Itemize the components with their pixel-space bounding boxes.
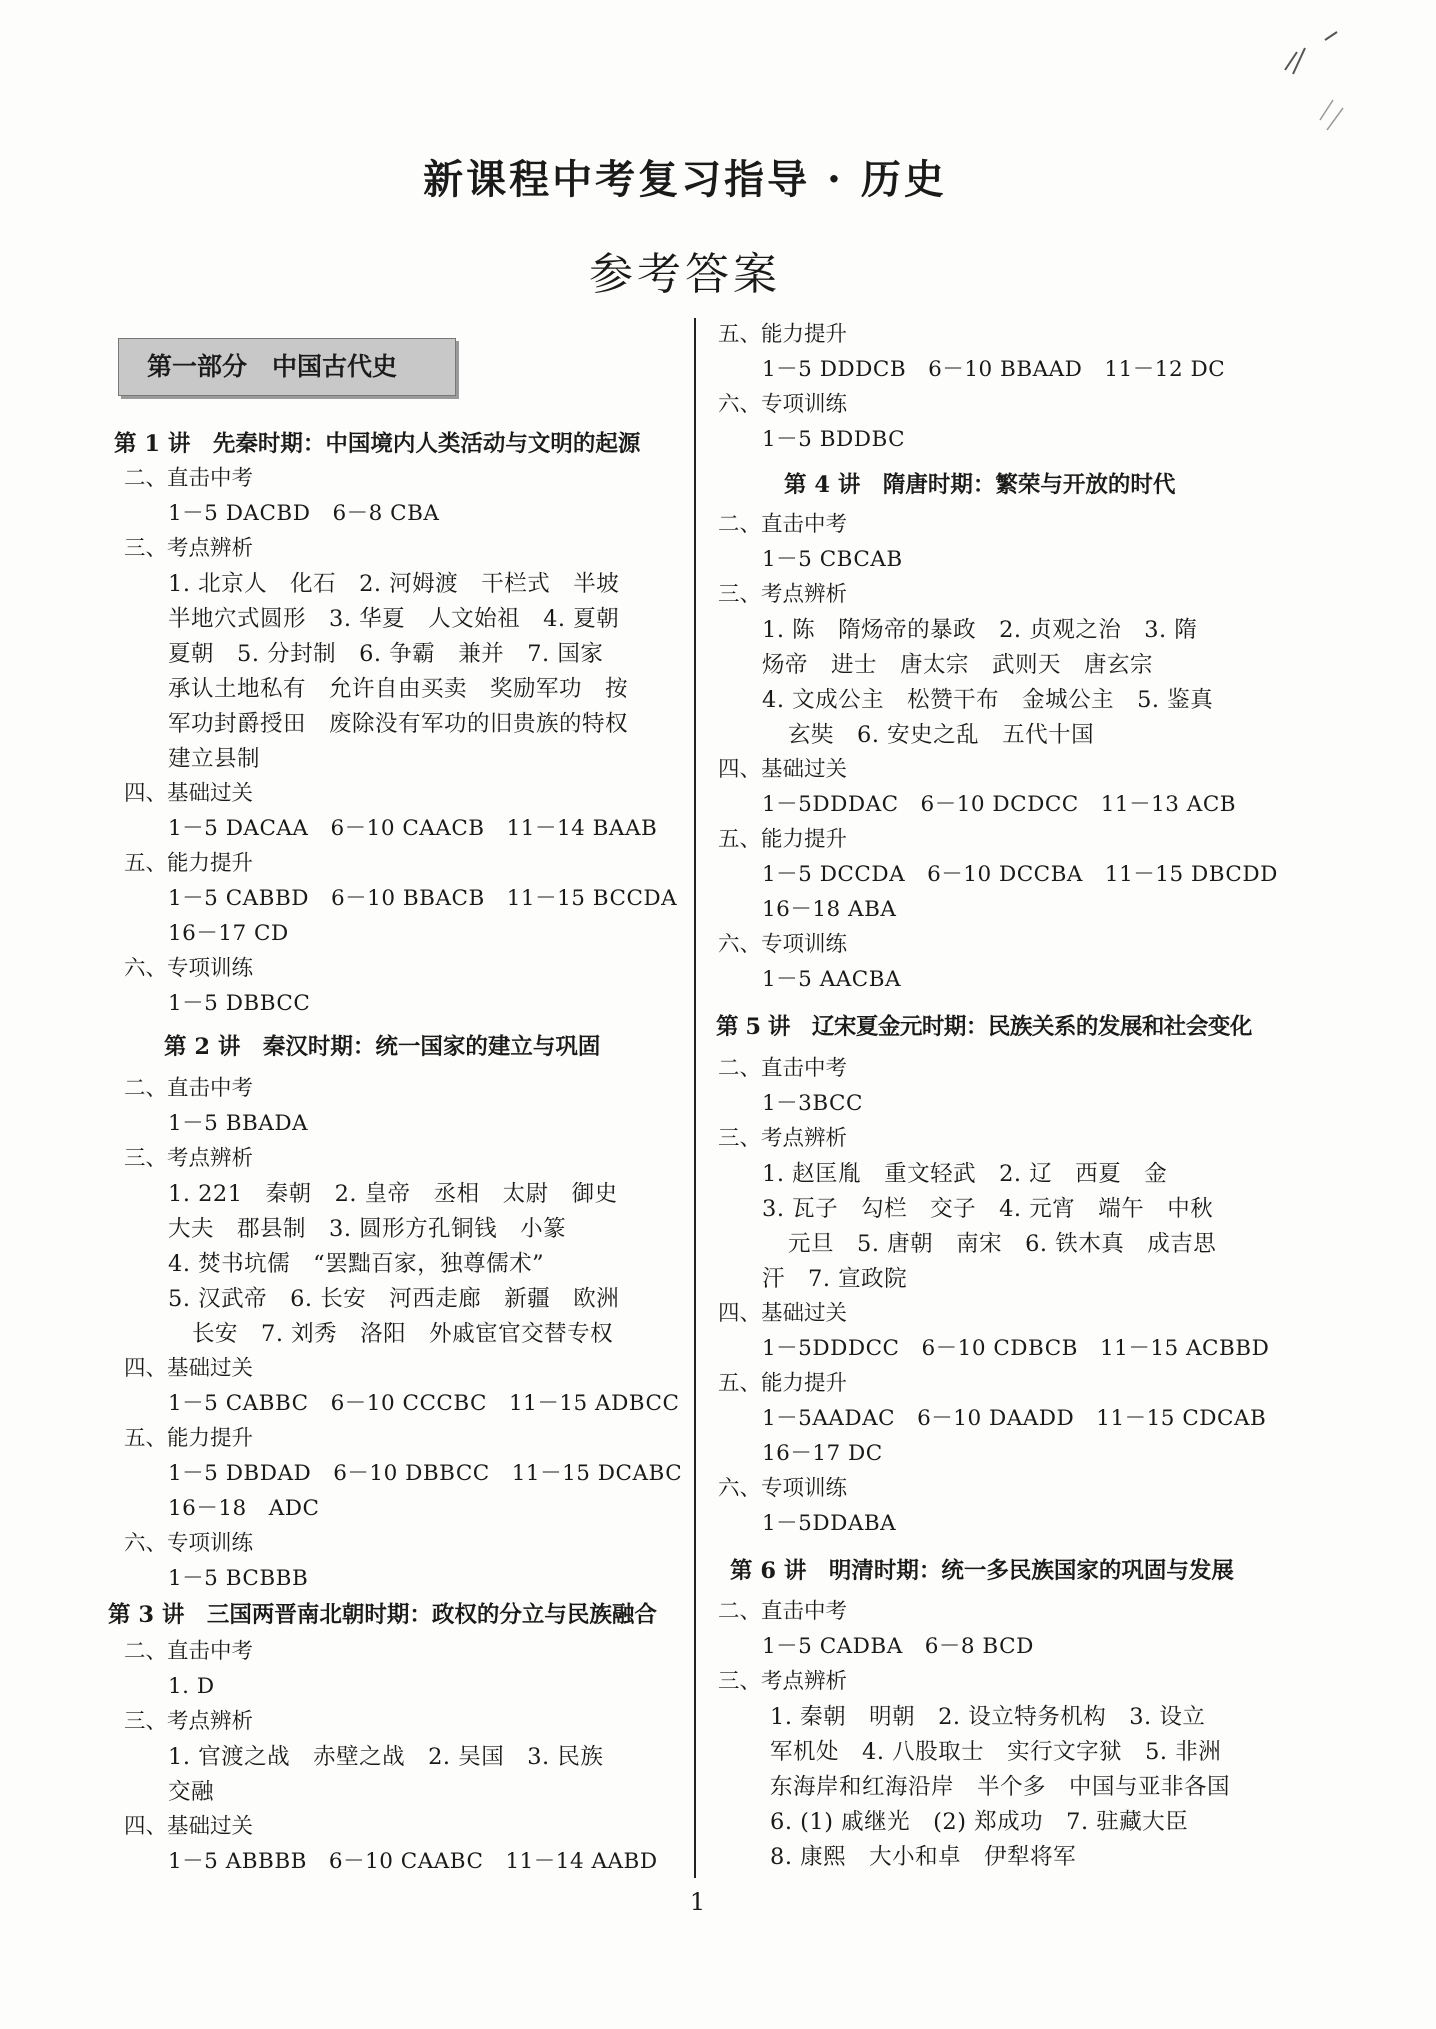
answer-line: 1－5 CABBD 6－10 BBACB 11－15 BCCDA bbox=[168, 886, 678, 911]
section-heading: 五、能力提升 bbox=[718, 322, 848, 347]
answer-line: 1－5 DBBCC bbox=[168, 991, 311, 1016]
lesson-6-title: 第 6 讲 明清时期：统一多民族国家的巩固与发展 bbox=[730, 1558, 1234, 1584]
section-heading: 三、考点辨析 bbox=[124, 536, 254, 561]
answer-line: 1. 北京人 化石 2. 河姆渡 干栏式 半坡 bbox=[168, 571, 620, 597]
lesson-4-title: 第 4 讲 隋唐时期：繁荣与开放的时代 bbox=[784, 472, 1176, 498]
answer-line: 1－5 ABBBB 6－10 CAABC 11－14 AABD bbox=[168, 1849, 658, 1874]
answer-line: 玄奘 6. 安史之乱 五代十国 bbox=[788, 722, 1095, 748]
answer-line: 炀帝 进士 唐太宗 武则天 唐玄宗 bbox=[762, 652, 1154, 678]
section-heading: 四、基础过关 bbox=[718, 757, 848, 782]
lesson-3-title: 第 3 讲 三国两晋南北朝时期：政权的分立与民族融合 bbox=[108, 1602, 657, 1628]
page-subtitle: 参考答案 bbox=[589, 249, 781, 300]
answer-line: 1－5 CADBA 6－8 BCD bbox=[762, 1634, 1034, 1659]
section-heading: 二、直击中考 bbox=[718, 1599, 848, 1624]
answer-line: 3. 瓦子 勾栏 交子 4. 元宵 端午 中秋 bbox=[762, 1196, 1214, 1222]
answer-line: 1－5DDDAC 6－10 DCDCC 11－13 ACB bbox=[762, 792, 1237, 817]
pen-scribble-mark bbox=[1265, 30, 1355, 150]
answer-line: 东海岸和红海沿岸 半个多 中国与亚非各国 bbox=[770, 1774, 1231, 1800]
section-heading: 二、直击中考 bbox=[718, 1056, 848, 1081]
section-heading: 二、直击中考 bbox=[124, 1639, 254, 1664]
answer-line: 军机处 4. 八股取士 实行文字狱 5. 非洲 bbox=[770, 1739, 1222, 1765]
section-heading: 六、专项训练 bbox=[124, 956, 254, 981]
section-heading: 二、直击中考 bbox=[124, 466, 254, 491]
lesson-5-title: 第 5 讲 辽宋夏金元时期：民族关系的发展和社会变化 bbox=[716, 1014, 1252, 1040]
section-heading: 五、能力提升 bbox=[718, 1371, 848, 1396]
answer-line: 1－5DDDCC 6－10 CDBCB 11－15 ACBBD bbox=[762, 1336, 1270, 1361]
section-heading: 六、专项训练 bbox=[718, 392, 848, 417]
section-heading: 六、专项训练 bbox=[124, 1531, 254, 1556]
answer-line: 建立县制 bbox=[168, 746, 261, 772]
answer-line: 元旦 5. 唐朝 南宋 6. 铁木真 成吉思 bbox=[788, 1231, 1217, 1257]
section-heading: 三、考点辨析 bbox=[718, 1669, 848, 1694]
answer-line: 16－18 ADC bbox=[168, 1496, 320, 1521]
answer-line: 汗 7. 宣政院 bbox=[762, 1266, 908, 1292]
answer-line: 军功封爵授田 废除没有军功的旧贵族的特权 bbox=[168, 711, 629, 737]
answer-line: 5. 汉武帝 6. 长安 河西走廊 新疆 欧洲 bbox=[168, 1286, 620, 1312]
answer-line: 16－17 DC bbox=[762, 1441, 883, 1466]
answer-line: 1. D bbox=[168, 1674, 215, 1699]
answer-line: 1－5 DDDCB 6－10 BBAAD 11－12 DC bbox=[762, 357, 1226, 382]
part-banner: 第一部分 中国古代史 bbox=[118, 338, 456, 396]
answer-line: 1－5 DACBD 6－8 CBA bbox=[168, 501, 440, 526]
answer-line: 1－5 DACAA 6－10 CAACB 11－14 BAAB bbox=[168, 816, 658, 841]
page-number: 1 bbox=[689, 1888, 706, 1916]
section-heading: 三、考点辨析 bbox=[718, 582, 848, 607]
lesson-1-title: 第 1 讲 先秦时期：中国境内人类活动与文明的起源 bbox=[114, 431, 641, 457]
answer-line: 1－5 BBADA bbox=[168, 1111, 309, 1136]
section-heading: 二、直击中考 bbox=[124, 1076, 254, 1101]
answer-line: 1－5 AACBA bbox=[762, 967, 902, 992]
answer-line: 1. 赵匡胤 重文轻武 2. 辽 西夏 金 bbox=[762, 1161, 1168, 1187]
section-heading: 三、考点辨析 bbox=[124, 1709, 254, 1734]
answer-line: 1－5AADAC 6－10 DAADD 11－15 CDCAB bbox=[762, 1406, 1267, 1431]
page-title: 新课程中考复习指导 · 历史 bbox=[423, 156, 947, 203]
answer-line: 大夫 郡县制 3. 圆形方孔铜钱 小篆 bbox=[168, 1216, 567, 1242]
answer-line: 16－18 ABA bbox=[762, 897, 897, 922]
answer-line: 1－5 DCCDA 6－10 DCCBA 11－15 DBCDD bbox=[762, 862, 1278, 887]
answer-line: 承认土地私有 允许自由买卖 奖励军功 按 bbox=[168, 676, 629, 702]
answer-line: 长安 7. 刘秀 洛阳 外戚宦官交替专权 bbox=[192, 1321, 614, 1347]
answer-line: 4. 文成公主 松赞干布 金城公主 5. 鉴真 bbox=[762, 687, 1214, 713]
answer-line: 夏朝 5. 分封制 6. 争霸 兼并 7. 国家 bbox=[168, 641, 604, 667]
lesson-2-title: 第 2 讲 秦汉时期：统一国家的建立与巩固 bbox=[164, 1034, 601, 1060]
answer-line: 半地穴式圆形 3. 华夏 人文始祖 4. 夏朝 bbox=[168, 606, 620, 632]
section-heading: 三、考点辨析 bbox=[124, 1146, 254, 1171]
answer-line: 交融 bbox=[168, 1779, 215, 1805]
answer-line: 1. 官渡之战 赤壁之战 2. 吴国 3. 民族 bbox=[168, 1744, 604, 1770]
section-heading: 五、能力提升 bbox=[124, 1426, 254, 1451]
answer-line: 1－5DDABA bbox=[762, 1511, 897, 1536]
answer-line: 1－5 CBCAB bbox=[762, 547, 903, 572]
answer-line: 16－17 CD bbox=[168, 921, 289, 946]
column-divider bbox=[694, 318, 696, 1878]
answer-line: 1－5 BDDBC bbox=[762, 427, 906, 452]
answer-line: 1. 221 秦朝 2. 皇帝 丞相 太尉 御史 bbox=[168, 1181, 618, 1207]
answer-line: 1－5 BCBBB bbox=[168, 1566, 309, 1591]
section-heading: 四、基础过关 bbox=[124, 1356, 254, 1381]
section-heading: 四、基础过关 bbox=[124, 781, 254, 806]
section-heading: 四、基础过关 bbox=[718, 1301, 848, 1326]
answer-line: 1－5 CABBC 6－10 CCCBC 11－15 ADBCC bbox=[168, 1391, 680, 1416]
section-heading: 二、直击中考 bbox=[718, 512, 848, 537]
answer-line: 1. 陈 隋炀帝的暴政 2. 贞观之治 3. 隋 bbox=[762, 617, 1198, 643]
section-heading: 六、专项训练 bbox=[718, 1476, 848, 1501]
answer-line: 8. 康熙 大小和卓 伊犁将军 bbox=[770, 1844, 1077, 1870]
section-heading: 六、专项训练 bbox=[718, 932, 848, 957]
answer-line: 1. 秦朝 明朝 2. 设立特务机构 3. 设立 bbox=[770, 1704, 1206, 1730]
section-heading: 四、基础过关 bbox=[124, 1814, 254, 1839]
answer-line: 6. (1) 戚继光 (2) 郑成功 7. 驻藏大臣 bbox=[770, 1809, 1189, 1835]
answer-line: 4. 焚书坑儒 “罢黜百家，独尊儒术” bbox=[168, 1251, 545, 1277]
answer-line: 1－5 DBDAD 6－10 DBBCC 11－15 DCABC bbox=[168, 1461, 683, 1486]
section-heading: 五、能力提升 bbox=[718, 827, 848, 852]
answer-line: 1－3BCC bbox=[762, 1091, 863, 1116]
section-heading: 三、考点辨析 bbox=[718, 1126, 848, 1151]
section-heading: 五、能力提升 bbox=[124, 851, 254, 876]
